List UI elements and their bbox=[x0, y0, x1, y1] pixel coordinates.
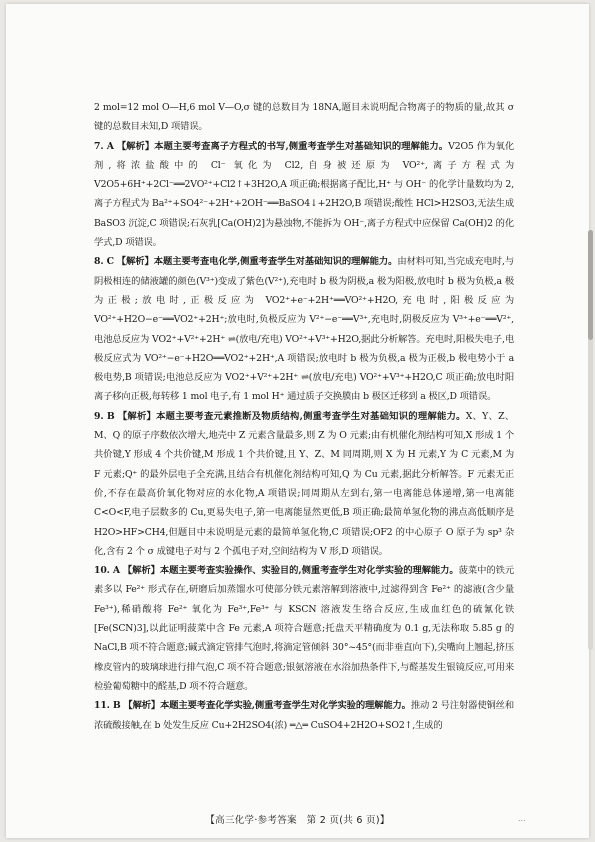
answer-item-11 bbox=[94, 696, 514, 735]
intro-block bbox=[94, 98, 514, 137]
answer-item-9 bbox=[94, 407, 514, 561]
document-page bbox=[6, 4, 589, 838]
vertical-scrollbar[interactable] bbox=[588, 230, 593, 650]
answer-item-7 bbox=[94, 137, 514, 253]
corner-mark: ... bbox=[518, 814, 526, 823]
item-heading: 【解析】本题主要考查离子方程式的书写,侧重考查学生对基础知识的理解能力。 bbox=[116, 140, 449, 152]
page-footer: 【高三化学·参考答案 第 2 页(共 6 页)】 bbox=[205, 815, 390, 826]
item-body: 推动 2 号注射器使铜丝和浓硫酸接触,在 b 处发生反应 Cu+2H2SO4(浓) ═△═ CuSO4+2H2O+SO2↑,生成的 bbox=[94, 700, 514, 731]
answer-item-10 bbox=[94, 561, 514, 696]
intro-paragraph: 2 mol=12 mol O—H,6 mol V—O,σ 键的总数目为 18NA,题目未说明配合物离子的物质的量,故其 σ 键的总数目未知,D 项错误。 bbox=[94, 102, 514, 133]
item-label: 10. A bbox=[94, 565, 120, 577]
item-heading: 【解析】本题主要考查元素推断及物质结构,侧重考查学生对基础知识的理解能力。 bbox=[117, 410, 466, 422]
item-body: X、Y、Z、M、Q 的原子序数依次增大,地壳中 Z 元素含量最多,则 Z 为 O 元素;由有机催化剂结构可知,X 形成 1 个共价键,Y 形成 4 个共价键,M 形成 1 个共价键,且 Y、Z、M 同周期,则 X 为 H 元素,Y 为 C 元素,M 为 F 元素;Q⁺ 的最外层电子全充满,且结合有机催化剂结构可知,Q 为 Cu 元素,据此分析解答。F 元素无正价,不存在最高价氧化物对应的水化物,A 项错误;同周期从左到右,第一电离能总体递增,第一电离能 C<O<F,电子层数多的 Cu,更易失电子,第一电离能显然更低,B 项正确;最简单氢化物的沸点高低顺序是 H2O>HF>CH4,但题目中未说明是元素的最简单氢化物,C 项错误;OF2 的中心原子 O 原子为 sp³ 杂化,含有 2 个 σ 成键电子对与 2 个孤电子对,空间结构为 V 形,D 项错误。 bbox=[94, 410, 514, 557]
item-heading: 【解析】本题主要考查化学实验,侧重考查学生对化学实验的理解能力。 bbox=[123, 700, 411, 712]
answer-content bbox=[94, 98, 514, 735]
item-heading: 【解析】本题主要考查实验操作、实验目的,侧重考查学生对化学实验的理解能力。 bbox=[122, 565, 459, 577]
item-label: 11. B bbox=[94, 700, 121, 712]
item-heading: 【解析】本题主要考查电化学,侧重考查学生对基础知识的理解能力。 bbox=[116, 256, 398, 268]
item-label: 9. B bbox=[94, 410, 115, 422]
item-body: V2O5 作为氧化剂,将浓盐酸中的 Cl⁻ 氧化为 Cl2,自身被还原为 VO²⁺,离子方程式为 V2O5+6H⁺+2Cl⁻══2VO²⁺+Cl2↑+3H2O,A 项正确;根据离子配比,H⁺ 与 OH⁻ 的化学计量数均为 2,离子方程式为 Ba²⁺+SO4²⁻+2H⁺+2OH⁻══BaSO4↓+2H2O,B 项错误;酸性 HCl>H2SO3,无法生成 BaSO3 沉淀,C 项错误;石灰乳[Ca(OH)2]为悬浊物,不能拆为 OH⁻,离子方程式中应保留 Ca(OH)2 的化学式,D 项错误。 bbox=[94, 140, 514, 249]
scrollbar-thumb[interactable] bbox=[588, 230, 593, 340]
item-body: 由材料可知,当完成充电时,与阴极相连的储液罐的颜色(V³⁺)变成了紫色(V²⁺),充电时 b 极为阴极,a 极为阳极,放电时 b 极为负极,a 极为正极;放电时,正极反应为 VO2⁺+e⁻+2H⁺══VO²⁺+H2O,充电时,阳极反应为 VO²⁺+H2O−e⁻══VO2⁺+2H⁺;放电时,负极反应为 V²⁺−e⁻══V³⁺,充电时,阴极反应为 V³⁺+e⁻══V²⁺,电池总反应为 VO2⁺+V²⁺+2H⁺ ⇌(放电/充电) VO²⁺+V³⁺+H2O,据此分析解答。充电时,阳极失电子,电极反应式为 VO²⁺−e⁻+H2O══VO2⁺+2H⁺,A 项错误;放电时 b 极为负极,a 极为正极,b 极电势小于 a 极电势,B 项错误;电池总反应为 VO2⁺+V²⁺+2H⁺ ⇌(放电/充电) VO²⁺+V³⁺+H2O,C 项正确;放电时阳离子移向正极,每转移 1 mol 电子,有 1 mol H⁺ 通过质子交换膜由 b 极区迁移到 a 极区,D 项错误。 bbox=[94, 256, 514, 403]
answer-item-8 bbox=[94, 252, 514, 406]
item-body: 菠菜中的铁元素多以 Fe²⁺ 形式存在,研磨后加蒸馏水可使部分铁元素溶解到溶液中,过滤得到含 Fe²⁺ 的滤液(含少量 Fe³⁺),稀硝酸将 Fe²⁺ 氧化为 Fe³⁺,Fe³⁺ 与 KSCN 溶液发生络合反应,生成血红色的硫氰化铁[Fe(SCN)3],以此证明菠菜中含 Fe 元素,A 项符合题意;托盘天平精确度为 0.1 g,无法称取 5.85 g 的 NaCl,B 项不符合题意;碱式滴定管排气泡时,将滴定管倾斜 30°~45°(而非垂直向下),尖嘴向上翘起,挤压橡皮管内的玻璃球进行排气泡,C 项不符合题意;银氨溶液在水浴加热条件下,与醛基发生银镜反应,可用来检验葡萄糖中的醛基,D 项不符合题意。 bbox=[94, 565, 514, 692]
item-label: 7. A bbox=[94, 140, 114, 152]
item-label: 8. C bbox=[94, 256, 114, 268]
